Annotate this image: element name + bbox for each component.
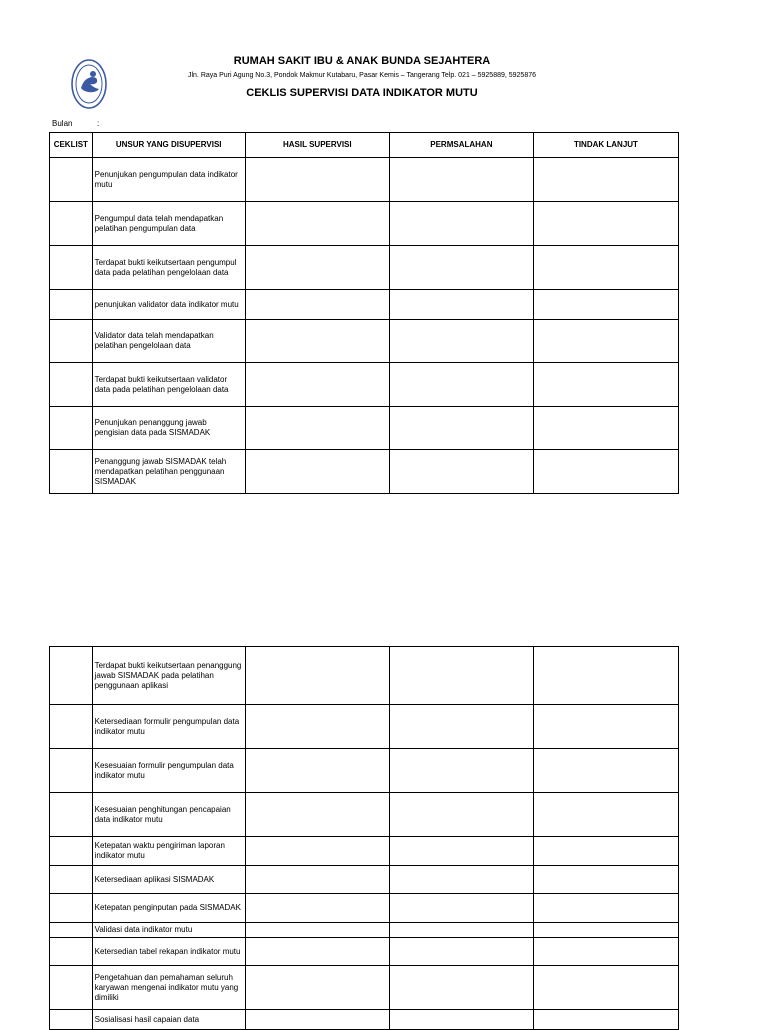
permasalahan-cell[interactable] xyxy=(389,966,533,1010)
table-row xyxy=(50,749,679,793)
ceklist-cell[interactable] xyxy=(50,320,93,363)
unsur-cell: penunjukan validator data indikator mutu xyxy=(92,290,245,320)
table-row xyxy=(50,837,679,866)
unsur-cell: Terdapat bukti keikutsertaan penanggung jawab SISMADAK pada pelatihan penggunaan aplikasi xyxy=(92,647,245,705)
permasalahan-cell[interactable] xyxy=(389,1010,533,1030)
unsur-cell: Ketepatan waktu pengiriman laporan indikator mutu xyxy=(92,837,245,866)
hasil-supervisi-cell[interactable] xyxy=(245,938,389,966)
permasalahan-cell[interactable] xyxy=(389,938,533,966)
table-header-row xyxy=(50,133,679,158)
form-title: CEKLIS SUPERVISI DATA INDIKATOR MUTU xyxy=(246,87,478,99)
table-row xyxy=(50,290,679,320)
bulan-label: Bulan xyxy=(52,119,73,128)
unsur-cell: Validator data telah mendapatkan pelatihan pengelolaan data xyxy=(92,320,245,363)
hasil-supervisi-cell[interactable] xyxy=(245,1010,389,1030)
ceklist-cell[interactable] xyxy=(50,158,93,202)
hasil-supervisi-cell[interactable] xyxy=(245,450,389,494)
unsur-cell: Pengetahuan dan pemahaman seluruh karyawan mengenai indikator mutu yang dimiliki xyxy=(92,966,245,1010)
permasalahan-cell[interactable] xyxy=(389,450,533,494)
hasil-supervisi-cell[interactable] xyxy=(245,923,389,938)
tindak-lanjut-cell[interactable] xyxy=(533,450,678,494)
unsur-cell: Penunjukan pengumpulan data indikator mutu xyxy=(92,158,245,202)
hasil-supervisi-cell[interactable] xyxy=(245,363,389,407)
hasil-supervisi-cell[interactable] xyxy=(245,966,389,1010)
tindak-lanjut-cell[interactable] xyxy=(533,793,678,837)
ceklist-cell[interactable] xyxy=(50,705,93,749)
permasalahan-cell[interactable] xyxy=(389,202,533,246)
ceklist-cell[interactable] xyxy=(50,894,93,923)
hasil-supervisi-cell[interactable] xyxy=(245,158,389,202)
ceklist-cell[interactable] xyxy=(50,407,93,450)
unsur-cell: Terdapat bukti keikutsertaan pengumpul data pada pelatihan pengelolaan data xyxy=(92,246,245,290)
tindak-lanjut-cell[interactable] xyxy=(533,363,678,407)
table-row xyxy=(50,158,679,202)
table-row xyxy=(50,705,679,749)
tindak-lanjut-cell[interactable] xyxy=(533,1010,678,1030)
tindak-lanjut-cell[interactable] xyxy=(533,938,678,966)
tindak-lanjut-cell[interactable] xyxy=(533,290,678,320)
hasil-supervisi-cell[interactable] xyxy=(245,246,389,290)
col-header-permasalahan: PERMSALAHAN xyxy=(389,133,533,158)
ceklist-cell[interactable] xyxy=(50,246,93,290)
permasalahan-cell[interactable] xyxy=(389,290,533,320)
permasalahan-cell[interactable] xyxy=(389,894,533,923)
hasil-supervisi-cell[interactable] xyxy=(245,202,389,246)
ceklist-cell[interactable] xyxy=(50,866,93,894)
tindak-lanjut-cell[interactable] xyxy=(533,705,678,749)
permasalahan-cell[interactable] xyxy=(389,837,533,866)
ceklist-cell[interactable] xyxy=(50,1010,93,1030)
table-row xyxy=(50,938,679,966)
hasil-supervisi-cell[interactable] xyxy=(245,647,389,705)
unsur-cell: Penanggung jawab SISMADAK telah mendapatkan pelatihan penggunaan SISMADAK xyxy=(92,450,245,494)
unsur-cell: Penunjukan penanggung jawab pengisian data pada SISMADAK xyxy=(92,407,245,450)
table-row xyxy=(50,450,679,494)
ceklist-cell[interactable] xyxy=(50,837,93,866)
unsur-cell: Ketersediaan aplikasi SISMADAK xyxy=(92,866,245,894)
permasalahan-cell[interactable] xyxy=(389,793,533,837)
table-row xyxy=(50,246,679,290)
ceklist-cell[interactable] xyxy=(50,749,93,793)
hospital-name: RUMAH SAKIT IBU & ANAK BUNDA SEJAHTERA xyxy=(233,55,491,67)
permasalahan-cell[interactable] xyxy=(389,363,533,407)
tindak-lanjut-cell[interactable] xyxy=(533,966,678,1010)
table-row xyxy=(50,202,679,246)
permasalahan-cell[interactable] xyxy=(389,866,533,894)
col-header-tindak-lanjut: TINDAK LANJUT xyxy=(533,133,678,158)
ceklist-cell[interactable] xyxy=(50,363,93,407)
unsur-cell: Ketersedian tabel rekapan indikator mutu xyxy=(92,938,245,966)
tindak-lanjut-cell[interactable] xyxy=(533,320,678,363)
unsur-cell: Ketepatan penginputan pada SISMADAK xyxy=(92,894,245,923)
table-row xyxy=(50,966,679,1010)
table-row xyxy=(50,923,679,938)
col-header-hasil: HASIL SUPERVISI xyxy=(245,133,389,158)
tindak-lanjut-cell[interactable] xyxy=(533,647,678,705)
tindak-lanjut-cell[interactable] xyxy=(533,866,678,894)
bulan-separator[interactable]: : xyxy=(97,119,100,128)
hasil-supervisi-cell[interactable] xyxy=(245,894,389,923)
hospital-address: Jln. Raya Puri Agung No.3, Pondok Makmur Kutabaru, Pasar Kemis – Tangerang Telp. 021 – 5925889, 5925876 xyxy=(187,72,537,79)
col-header-ceklist: CEKLIST xyxy=(50,133,93,158)
ceklist-cell[interactable] xyxy=(50,647,93,705)
ceklist-cell[interactable] xyxy=(50,966,93,1010)
permasalahan-cell[interactable] xyxy=(389,407,533,450)
table-row xyxy=(50,363,679,407)
ceklist-cell[interactable] xyxy=(50,938,93,966)
permasalahan-cell[interactable] xyxy=(389,246,533,290)
table-row xyxy=(50,407,679,450)
tindak-lanjut-cell[interactable] xyxy=(533,407,678,450)
tindak-lanjut-cell[interactable] xyxy=(533,202,678,246)
tindak-lanjut-cell[interactable] xyxy=(533,837,678,866)
permasalahan-cell[interactable] xyxy=(389,923,533,938)
hasil-supervisi-cell[interactable] xyxy=(245,749,389,793)
ceklist-cell[interactable] xyxy=(50,450,93,494)
unsur-cell: Validasi data indikator mutu xyxy=(92,923,245,938)
hasil-supervisi-cell[interactable] xyxy=(245,705,389,749)
tindak-lanjut-cell[interactable] xyxy=(533,894,678,923)
ceklist-cell[interactable] xyxy=(50,793,93,837)
ceklist-cell[interactable] xyxy=(50,923,93,938)
ceklist-cell[interactable] xyxy=(50,202,93,246)
tindak-lanjut-cell[interactable] xyxy=(533,246,678,290)
hasil-supervisi-cell[interactable] xyxy=(245,290,389,320)
table-row xyxy=(50,894,679,923)
unsur-cell: Kesesuaian penghitungan pencapaian data indikator mutu xyxy=(92,793,245,837)
col-header-unsur: UNSUR YANG DISUPERVISI xyxy=(92,133,245,158)
hasil-supervisi-cell[interactable] xyxy=(245,793,389,837)
permasalahan-cell[interactable] xyxy=(389,647,533,705)
unsur-cell: Ketersediaan formulir pengumpulan data indikator mutu xyxy=(92,705,245,749)
supervision-table xyxy=(49,132,679,494)
tindak-lanjut-cell[interactable] xyxy=(533,923,678,938)
supervision-table-continued xyxy=(49,646,679,1030)
ceklist-cell[interactable] xyxy=(50,290,93,320)
permasalahan-cell[interactable] xyxy=(389,749,533,793)
unsur-cell: Kesesuaian formulir pengumpulan data indikator mutu xyxy=(92,749,245,793)
table-row xyxy=(50,320,679,363)
hasil-supervisi-cell[interactable] xyxy=(245,320,389,363)
table-row xyxy=(50,793,679,837)
table-row xyxy=(50,647,679,705)
permasalahan-cell[interactable] xyxy=(389,158,533,202)
unsur-cell: Pengumpul data telah mendapatkan pelatihan pengumpulan data xyxy=(92,202,245,246)
permasalahan-cell[interactable] xyxy=(389,320,533,363)
hasil-supervisi-cell[interactable] xyxy=(245,866,389,894)
tindak-lanjut-cell[interactable] xyxy=(533,158,678,202)
permasalahan-cell[interactable] xyxy=(389,705,533,749)
tindak-lanjut-cell[interactable] xyxy=(533,749,678,793)
unsur-cell: Sosialisasi hasil capaian data xyxy=(92,1010,245,1030)
unsur-cell: Terdapat bukti keikutsertaan validator data pada pelatihan pengelolaan data xyxy=(92,363,245,407)
hasil-supervisi-cell[interactable] xyxy=(245,837,389,866)
table-row xyxy=(50,866,679,894)
hasil-supervisi-cell[interactable] xyxy=(245,407,389,450)
table-row xyxy=(50,1010,679,1030)
